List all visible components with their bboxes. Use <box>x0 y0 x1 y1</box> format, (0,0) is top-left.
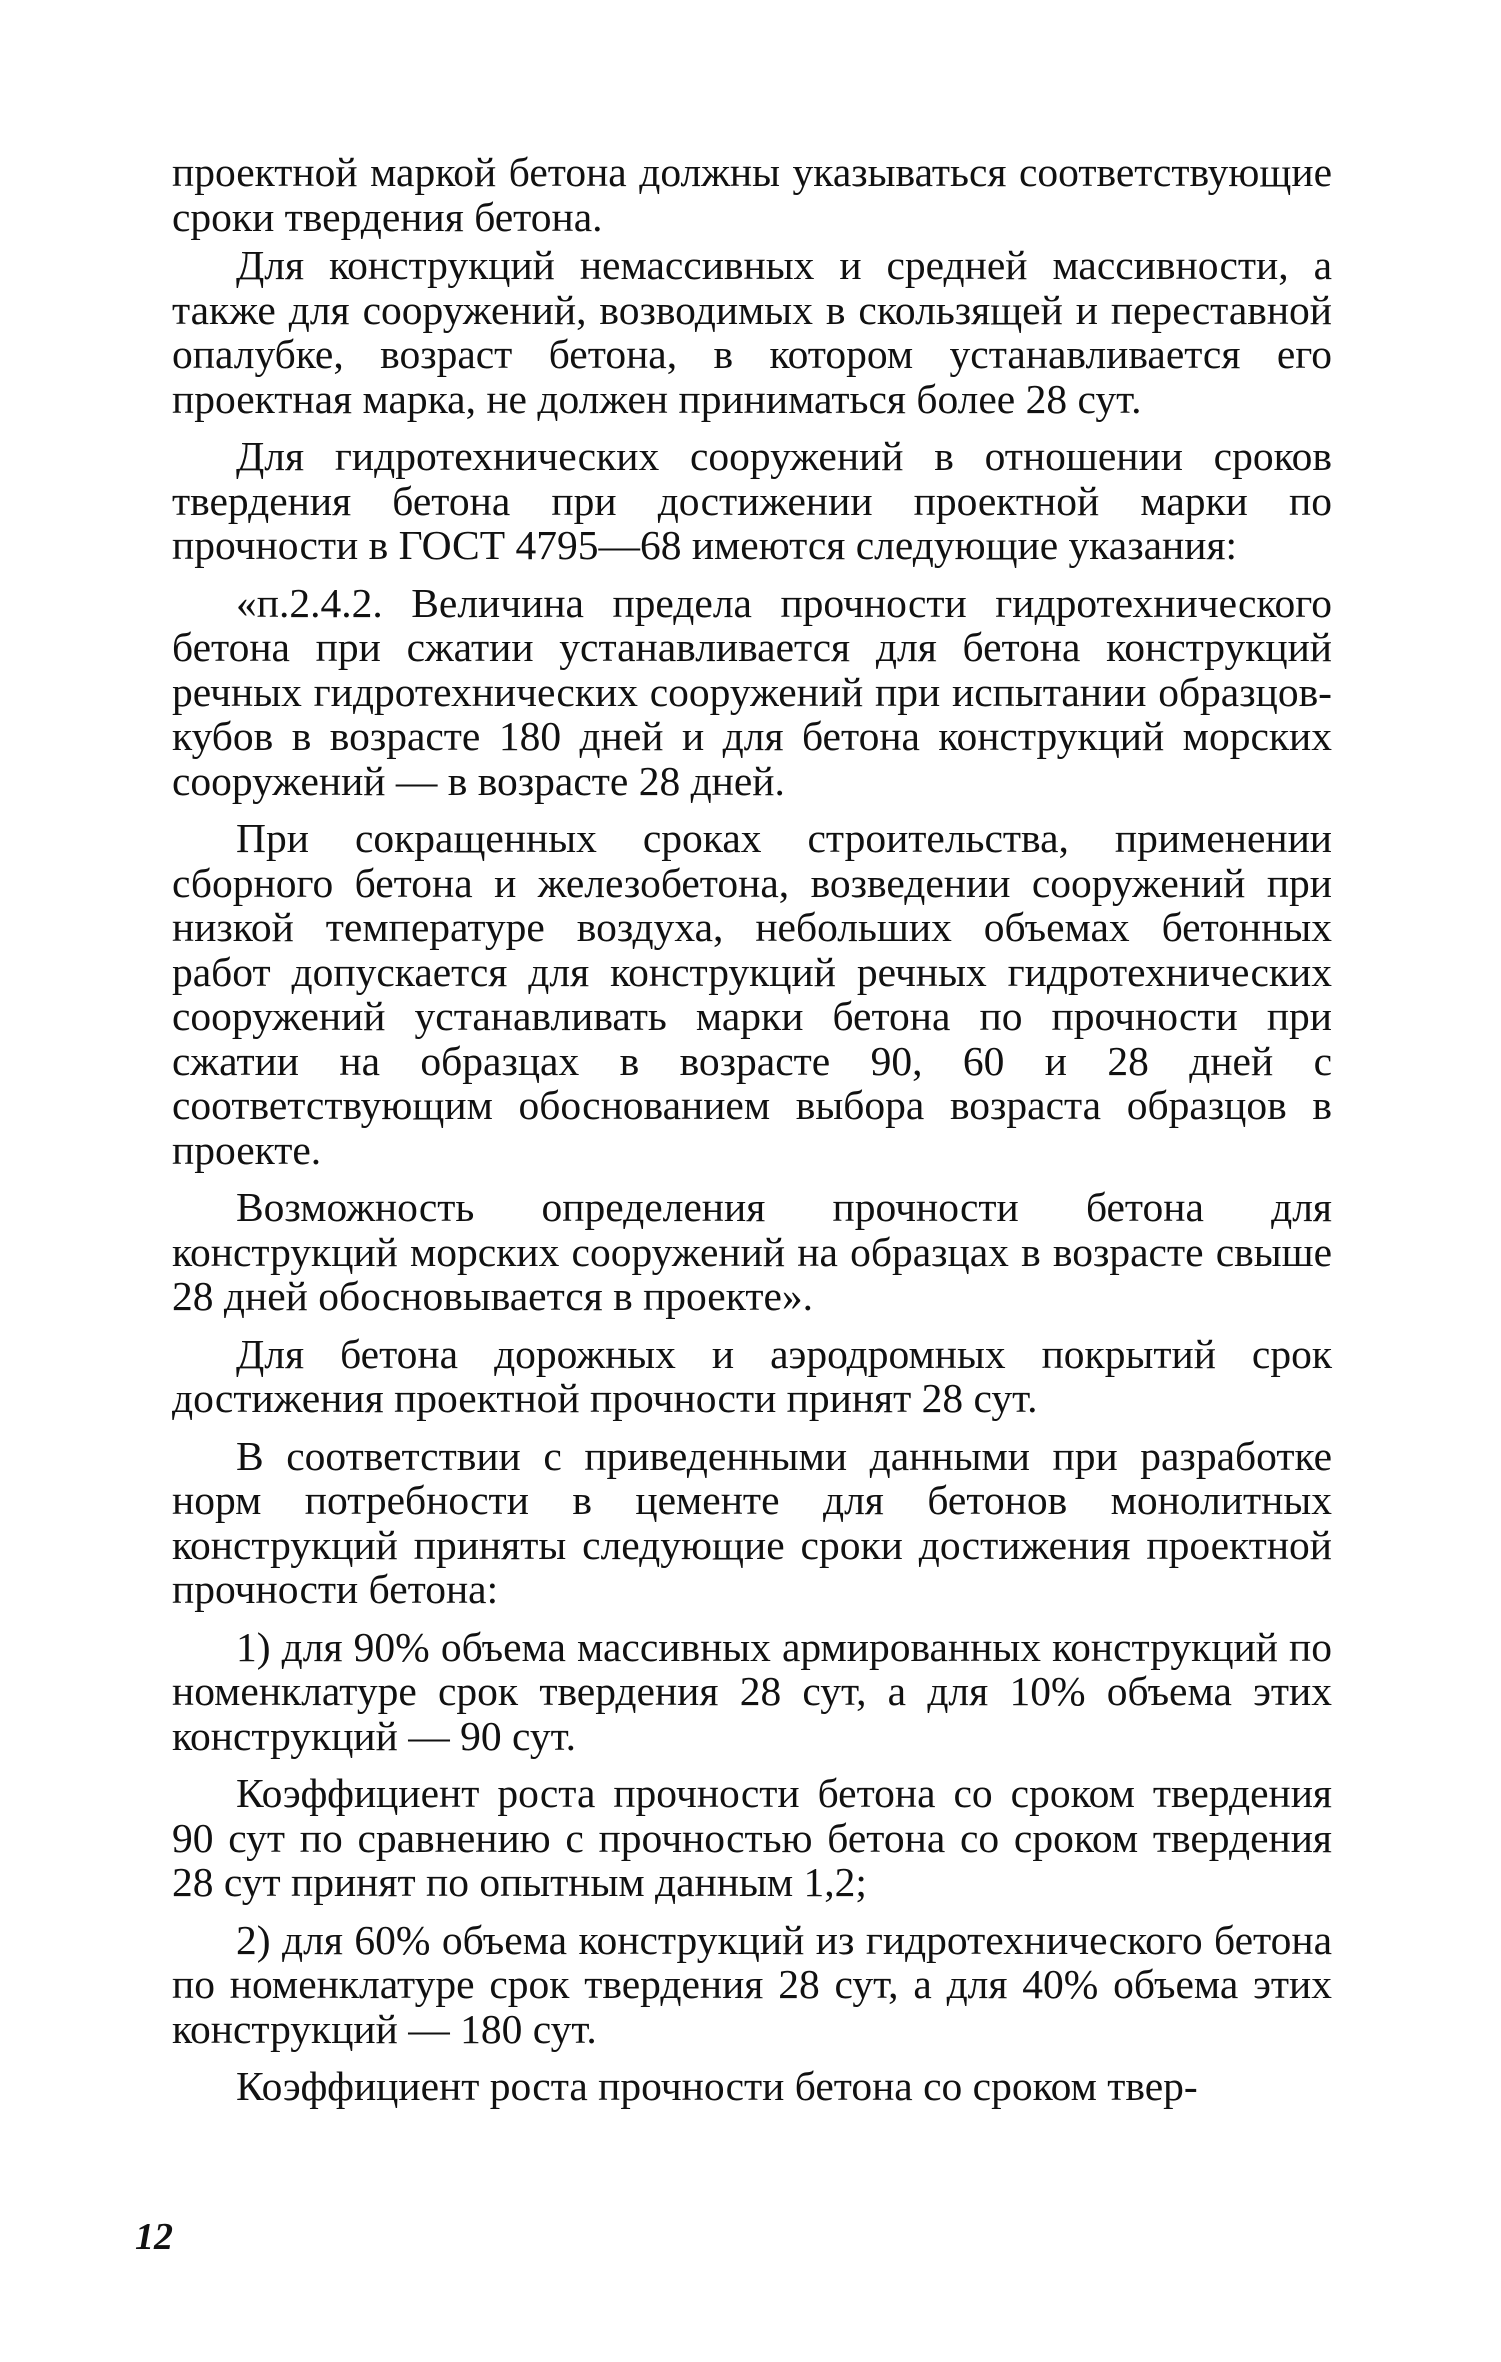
page-number: 12 <box>135 2216 173 2258</box>
paragraph-9: Коэффициент роста прочности бетона со сроком твердения 90 сут по сравнению с прочностью бетона со сроком твердения 28 сут принят по опытным данным 1,2; <box>172 1770 1332 1905</box>
paragraph-5: При сокращенных сроках строительства, применении сборного бетона и железобетона, возведении сооружений при низкой температуре воздуха, небольших объемах бетонных работ допускается для конструкций речных гидротехнических сооружений устанавливать марки бетона по прочности при сжатии на образцах в возрасте 90, 60 и 28 дней с соответствующим обоснованием выбора возраста образцов в проекте. <box>172 815 1332 1173</box>
paragraph-10: Коэффициент роста прочности бетона со сроком твер- <box>236 2063 1198 2109</box>
list-item-2: 2) для 60% объема конструкций из гидротехнического бетона по номенклатуре срок твердения 28 сут, а для 40% объема этих конструкций — 180 сут. <box>172 1916 1332 2052</box>
paragraph-1: проектной маркой бетона должны указываться соответствующие сроки твердения бетона. <box>172 149 1332 240</box>
paragraph-6: Возможность определения прочности бетона для конструкций морских сооружений на образцах в возрасте свыше 28 дней обосновывается в проекте». <box>172 1184 1332 1319</box>
paragraph-4-quote: «п.2.4.2. Величина предела прочности гидротехнического бетона при сжатии устанавливается для бетона конструкций речных гидротехнических сооружений при испытании образцов-кубов в возрасте 180 дней и для бетона конструкций морских сооружений — в возрасте 28 дней. <box>172 579 1332 804</box>
paragraph-2: Для конструкций немассивных и средней массивности, а также для сооружений, возводимых в скользящей и переставной опалубке, возраст бетона, в котором устанавливается его проектная марка, не должен приниматься более 28 сут. <box>172 242 1332 422</box>
list-item-1: 1) для 90% объема массивных армированных конструкций по номенклатуре срок твердения 28 сут, а для 10% объема этих конструкций — 90 сут. <box>172 1623 1332 1759</box>
paragraph-8: В соответствии с приведенными данными при разработке норм потребности в цементе для бетонов монолитных конструкций приняты следующие сроки достижения проектной прочности бетона: <box>172 1432 1332 1612</box>
paragraph-3: Для гидротехнических сооружений в отношении сроков твердения бетона при достижении проектной марки по прочности в ГОСТ 4795—68 имеются следующие указания: <box>172 433 1332 568</box>
paragraph-7: Для бетона дорожных и аэродромных покрытий срок достижения проектной прочности принят 28 сут. <box>172 1330 1332 1421</box>
page-body <box>172 150 1332 2122</box>
